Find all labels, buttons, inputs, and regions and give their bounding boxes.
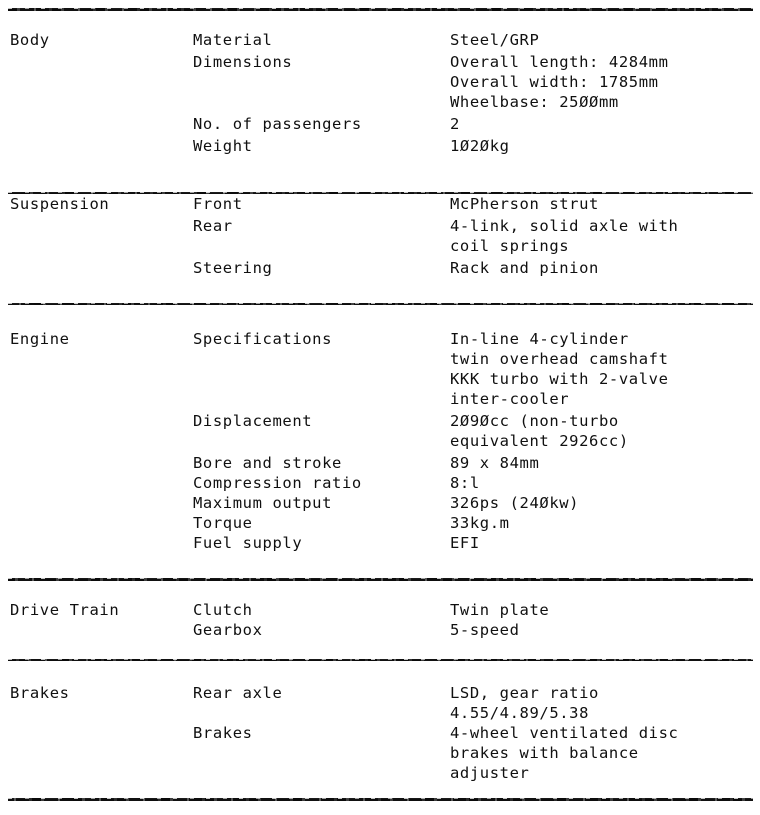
spec-row bbox=[0, 411, 760, 431]
spec-label-cell: Torque bbox=[193, 514, 253, 532]
spec-label-cell: Weight bbox=[193, 137, 253, 155]
rule-ink bbox=[8, 798, 753, 801]
spec-value-cell: 4.55/4.89/5.38 bbox=[450, 704, 590, 722]
spec-label-cell: Rear bbox=[193, 217, 233, 235]
spec-label-cell: Brakes bbox=[193, 724, 253, 742]
rule-ink bbox=[8, 8, 753, 11]
spec-row bbox=[0, 72, 760, 92]
spec-row bbox=[0, 194, 760, 214]
spec-row bbox=[0, 513, 760, 533]
section-separator-rule bbox=[8, 303, 753, 305]
section-separator-rule bbox=[8, 798, 753, 801]
spec-category-cell: Brakes bbox=[10, 684, 70, 702]
spec-value-cell: brakes with balance bbox=[450, 744, 639, 762]
spec-row bbox=[0, 600, 760, 620]
spec-row bbox=[0, 92, 760, 112]
spec-label-cell: Bore and stroke bbox=[193, 454, 342, 472]
spec-value-cell: 4-wheel ventilated disc bbox=[450, 724, 679, 742]
spec-row bbox=[0, 743, 760, 763]
rule-ink bbox=[8, 578, 753, 581]
spec-label-cell: Specifications bbox=[193, 330, 333, 348]
spec-row bbox=[0, 493, 760, 513]
spec-value-cell: 326ps (24Økw) bbox=[450, 494, 580, 512]
spec-row bbox=[0, 763, 760, 783]
spec-value-cell: 2 bbox=[450, 115, 460, 133]
spec-row bbox=[0, 236, 760, 256]
spec-value-cell: 1Ø2Økg bbox=[450, 137, 510, 155]
spec-value-cell: twin overhead camshaft bbox=[450, 350, 669, 368]
section-separator-rule bbox=[8, 578, 753, 581]
spec-row bbox=[0, 703, 760, 723]
spec-value-cell: Steel/GRP bbox=[450, 31, 540, 49]
spec-value-cell: coil springs bbox=[450, 237, 570, 255]
spec-row bbox=[0, 114, 760, 134]
spec-label-cell: Material bbox=[193, 31, 273, 49]
spec-label-cell: No. of passengers bbox=[193, 115, 362, 133]
spec-row bbox=[0, 683, 760, 703]
section-separator-rule bbox=[8, 659, 753, 661]
spec-value-cell: 2Ø9Øcc (non-turbo bbox=[450, 412, 619, 430]
spec-row bbox=[0, 620, 760, 640]
spec-value-cell: Wheelbase: 25ØØmm bbox=[450, 93, 619, 111]
spec-value-cell: 33kg.m bbox=[450, 514, 510, 532]
rule-ink bbox=[8, 303, 753, 305]
spec-value-cell: inter-cooler bbox=[450, 390, 570, 408]
spec-row bbox=[0, 369, 760, 389]
spec-value-cell: 89 x 84mm bbox=[450, 454, 540, 472]
spec-value-cell: McPherson strut bbox=[450, 195, 599, 213]
spec-value-cell: Twin plate bbox=[450, 601, 550, 619]
spec-label-cell: Gearbox bbox=[193, 621, 263, 639]
spec-label-cell: Maximum output bbox=[193, 494, 333, 512]
spec-value-cell: EFI bbox=[450, 534, 480, 552]
spec-row bbox=[0, 30, 760, 50]
spec-row bbox=[0, 473, 760, 493]
spec-row bbox=[0, 216, 760, 236]
spec-row bbox=[0, 52, 760, 72]
spec-row bbox=[0, 329, 760, 349]
spec-label-cell: Rear axle bbox=[193, 684, 283, 702]
spec-value-cell: KKK turbo with 2-valve bbox=[450, 370, 669, 388]
spec-value-cell: 4-link, solid axle with bbox=[450, 217, 679, 235]
spec-category-cell: Engine bbox=[10, 330, 70, 348]
spec-label-cell: Steering bbox=[193, 259, 273, 277]
spec-label-cell: Fuel supply bbox=[193, 534, 303, 552]
spec-row bbox=[0, 453, 760, 473]
spec-value-cell: adjuster bbox=[450, 764, 530, 782]
spec-category-cell: Drive Train bbox=[10, 601, 120, 619]
rule-ink bbox=[8, 659, 753, 661]
spec-label-cell: Clutch bbox=[193, 601, 253, 619]
spec-row bbox=[0, 533, 760, 553]
spec-label-cell: Compression ratio bbox=[193, 474, 362, 492]
section-separator-rule bbox=[8, 8, 753, 11]
spec-value-cell: Overall length: 4284mm bbox=[450, 53, 669, 71]
spec-label-cell: Front bbox=[193, 195, 243, 213]
spec-row bbox=[0, 431, 760, 451]
spec-row bbox=[0, 136, 760, 156]
spec-row bbox=[0, 389, 760, 409]
spec-category-cell: Body bbox=[10, 31, 50, 49]
spec-label-cell: Displacement bbox=[193, 412, 313, 430]
spec-label-cell: Dimensions bbox=[193, 53, 293, 71]
spec-value-cell: LSD, gear ratio bbox=[450, 684, 599, 702]
spec-value-cell: Rack and pinion bbox=[450, 259, 599, 277]
spec-category-cell: Suspension bbox=[10, 195, 110, 213]
spec-value-cell: Overall width: 1785mm bbox=[450, 73, 659, 91]
spec-row bbox=[0, 258, 760, 278]
spec-row bbox=[0, 723, 760, 743]
spec-value-cell: 5-speed bbox=[450, 621, 520, 639]
spec-value-cell: equivalent 2926cc) bbox=[450, 432, 629, 450]
spec-value-cell: In-line 4-cylinder bbox=[450, 330, 629, 348]
spec-row bbox=[0, 349, 760, 369]
spec-value-cell: 8:l bbox=[450, 474, 480, 492]
